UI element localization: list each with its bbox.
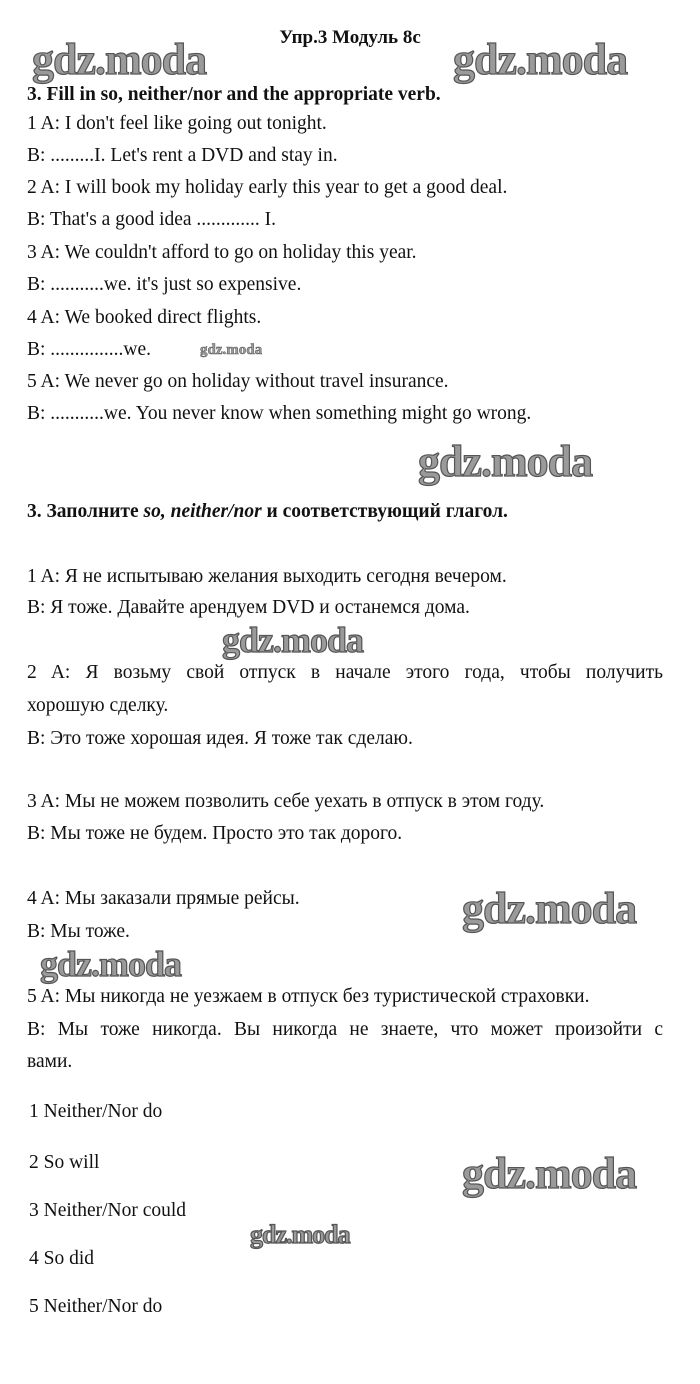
translation-line: 4 A: Мы заказали прямые рейсы. [27,888,300,909]
translation-line: 2 A: Я возьму свой отпуск в начале этого года, чтобы получить [27,662,663,683]
dialogue-line: B: ...........we. it's just so expensive. [27,274,302,295]
dialogue-line: 1 A: I don't feel like going out tonight. [27,113,327,134]
translation-line: B: Это тоже хорошая идея. Я тоже так сделаю. [27,728,413,749]
answer-item: 4 So did [29,1248,95,1269]
exercise-heading-ru [27,500,508,524]
watermark-logo: gdz.moda [40,944,182,984]
translation-line: B: Мы тоже не будем. Просто это так дорого. [27,823,403,844]
watermark-logo: gdz.moda [453,35,628,84]
translation-line: B: Мы тоже никогда. Вы никогда не знаете, что может произойти с [27,1019,663,1040]
heading-post: и соответствующий глагол. [261,501,508,522]
answer-item: 1 Neither/Nor do [29,1101,163,1122]
answer-item: 2 So will [29,1152,100,1173]
watermark-logo: gdz.moda [250,1220,350,1249]
dialogue-line: 3 A: We couldn't afford to go on holiday this year. [27,242,417,263]
dialogue-line: B: That's a good idea ............. I. [27,209,277,230]
dialogue-line: B: .........I. Let's rent a DVD and stay in. [27,145,338,166]
heading-italic: so, neither/nor [143,501,262,522]
exercise-heading-en: 3. Fill in so, neither/nor and the appropriate verb. [27,84,441,105]
translation-line: вами. [27,1051,73,1072]
translation-line: 1 A: Я не испытываю желания выходить сегодня вечером. [27,566,507,587]
dialogue-line: 2 A: I will book my holiday early this year to get a good deal. [27,177,508,198]
watermark-logo: gdz.moda [222,620,364,660]
translation-line: хорошую сделку. [27,695,169,716]
dialogue-line: B: ...........we. You never know when something might go wrong. [27,403,532,424]
watermark-logo: gdz.moda [32,35,207,84]
page-title: Упр.3 Модуль 8с [279,27,421,48]
watermark-logo: gdz.moda [418,437,593,486]
answer-item: 5 Neither/Nor do [29,1296,163,1317]
translation-line: 5 A: Мы никогда не уезжаем в отпуск без туристической страховки. [27,986,590,1007]
watermark-logo: gdz.moda [462,1149,637,1198]
watermark-logo: gdz.moda [200,342,263,358]
translation-line: B: Я тоже. Давайте арендуем DVD и останемся дома. [27,597,470,618]
heading-pre: 3. Заполните [27,501,144,522]
translation-line: B: Мы тоже. [27,921,130,942]
dialogue-line: 4 A: We booked direct flights. [27,307,262,328]
dialogue-line: 5 A: We never go on holiday without travel insurance. [27,371,449,392]
answer-item: 3 Neither/Nor could [29,1200,187,1221]
watermark-logo: gdz.moda [462,884,637,933]
translation-line: 3 A: Мы не можем позволить себе уехать в отпуск в этом году. [27,791,545,812]
dialogue-line: B: ...............we. [27,339,152,360]
